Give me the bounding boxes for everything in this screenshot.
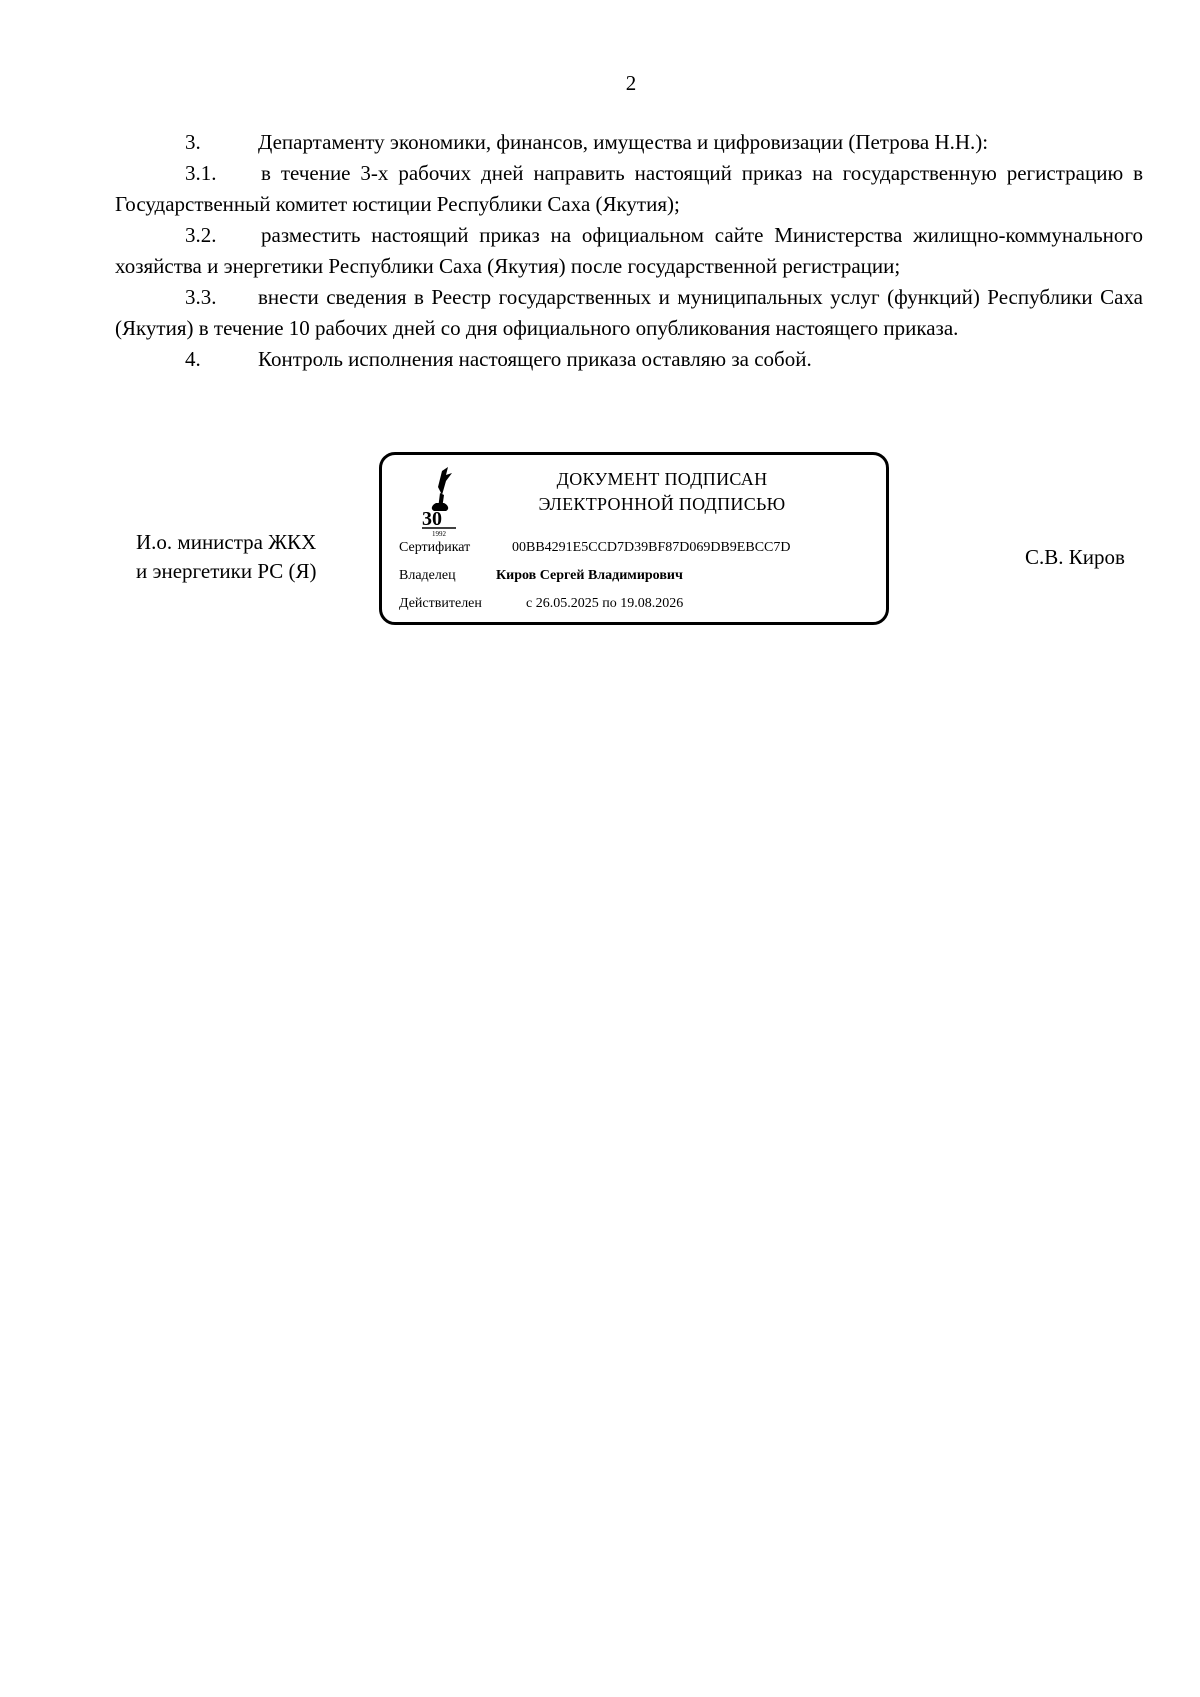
stamp-title-line1: ДОКУМЕНТ ПОДПИСАН: [556, 469, 768, 489]
paragraph-3: [115, 127, 1143, 158]
paragraph-number: 3.3.: [185, 285, 217, 309]
emblem-year: 1992: [432, 530, 446, 537]
signer-position: [136, 528, 317, 586]
validity-row: [399, 595, 683, 613]
certificate-label: Сертификат: [399, 540, 471, 555]
paragraph-text: Департаменту экономики, финансов, имущества и цифровизации (Петрова Н.Н.):: [258, 130, 989, 154]
owner-label: Владелец: [399, 568, 456, 583]
owner-row: [399, 567, 683, 585]
paragraph-3-1: [115, 158, 1143, 220]
signer-position-line2: и энергетики РС (Я): [136, 559, 317, 583]
emblem-icon: [412, 465, 468, 537]
paragraph-number: 3.2.: [185, 223, 217, 247]
stamp-title: [512, 467, 812, 517]
paragraph-3-2: [115, 220, 1143, 282]
stamp-title-line2: ЭЛЕКТРОННОЙ ПОДПИСЬЮ: [538, 494, 786, 514]
paragraph-number: 3.1.: [185, 161, 217, 185]
paragraph-text: внести сведения в Реестр государственных и муниципальных услуг (функций) Республики Саха (Якутия) в течение 10 рабочих дней со дня официального опубликования настоящего приказа.: [115, 285, 1143, 340]
document-body: [115, 127, 1143, 375]
signature-block: [0, 452, 1200, 632]
signer-name: С.В. Киров: [1025, 545, 1125, 569]
certificate-value: 00BB4291E5CCD7D39BF87D069DB9EBCC7D: [512, 540, 791, 555]
owner-value: Киров Сергей Владимирович: [496, 568, 683, 583]
emblem-number: 30: [422, 508, 442, 530]
electronic-signature-stamp: [379, 452, 889, 625]
paragraph-4: [115, 344, 1143, 375]
paragraph-number: 4.: [185, 347, 201, 371]
signer-position-line1: И.о. министра ЖКХ: [136, 530, 317, 554]
certificate-row: [399, 539, 790, 557]
paragraph-text: в течение 3-х рабочих дней направить настоящий приказ на государственную регистрацию в Государственный комитет юстиции Республики Саха (Якутия);: [115, 161, 1143, 216]
paragraph-text: Контроль исполнения настоящего приказа оставляю за собой.: [258, 347, 812, 371]
validity-value: с 26.05.2025 по 19.08.2026: [526, 596, 684, 611]
paragraph-number: 3.: [185, 130, 201, 154]
page-number: 2: [625, 71, 637, 95]
paragraph-text: разместить настоящий приказ на официальном сайте Министерства жилищно-коммунального хозяйства и энергетики Республики Саха (Якутия) после государственной регистрации;: [115, 223, 1143, 278]
validity-label: Действителен: [399, 596, 482, 611]
paragraph-3-3: [115, 282, 1143, 344]
